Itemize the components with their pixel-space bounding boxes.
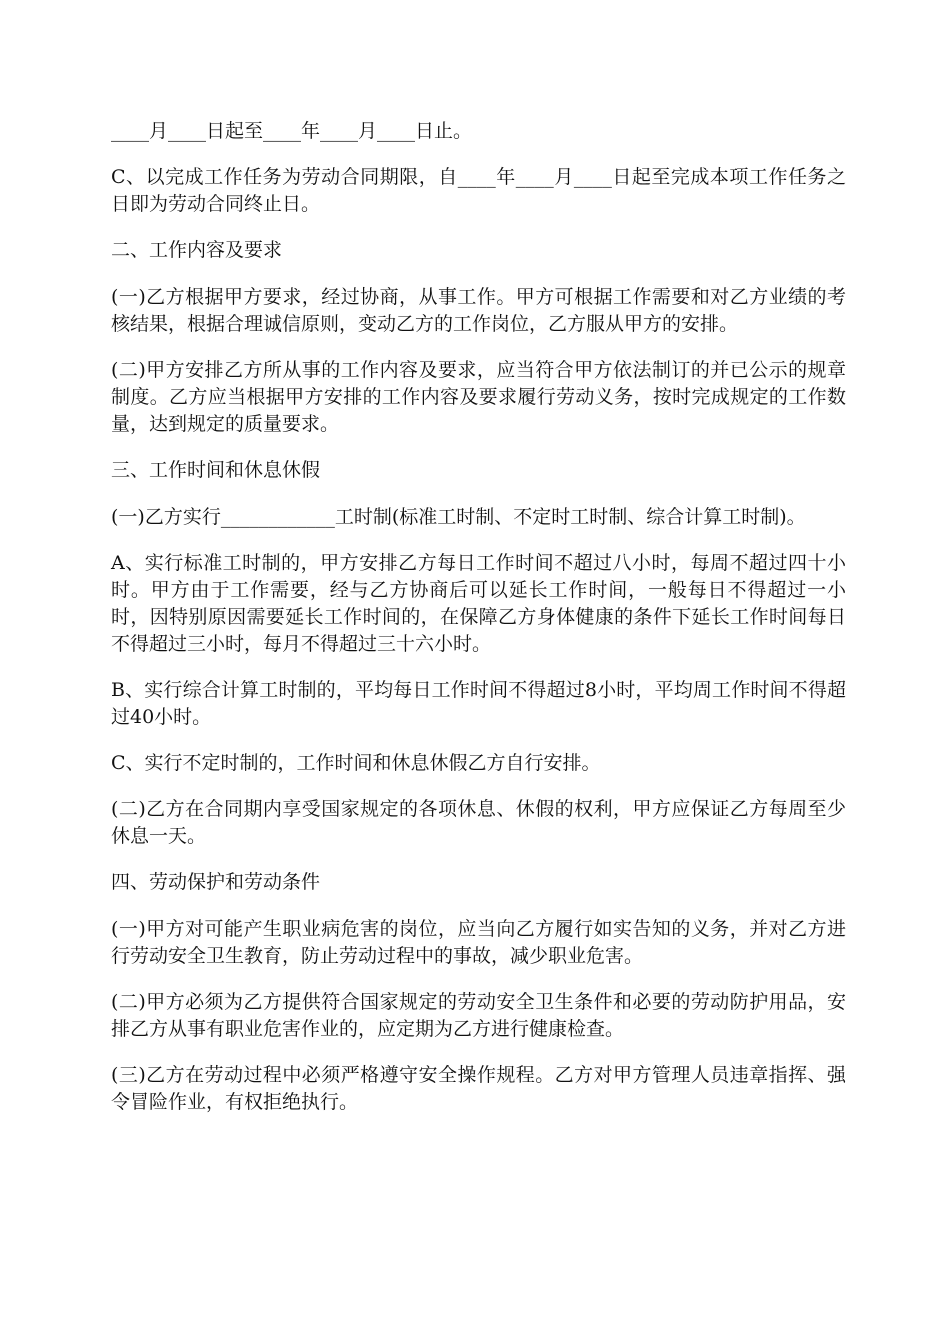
work-content-clause-2: (二)甲方安排乙方所从事的工作内容及要求，应当符合甲方依法制订的并已公示的规章制度。乙方应当根据甲方安排的工作内容及要求履行劳动义务，按时完成规定的工作数量，达到规定的质量要求。 [111,359,846,435]
work-hours-clause-b: B、实行综合计算工时制的，平均每日工作时间不得超过8小时，平均周工作时间不得超过40小时。 [111,679,846,728]
section-heading-work-hours: 三、工作时间和休息休假 [111,459,321,481]
section-heading-labor-protection: 四、劳动保护和劳动条件 [111,871,321,893]
contract-term-end-date: ____月____日起至____年____月____日止。 [111,120,473,142]
labor-protection-clause-3: (三)乙方在劳动过程中必须严格遵守安全操作规程。乙方对甲方管理人员违章指挥、强令冒险作业，有权拒绝执行。 [111,1064,846,1113]
document-page [111,118,846,1135]
labor-protection-clause-2: (二)甲方必须为乙方提供符合国家规定的劳动安全卫生条件和必要的劳动防护用品，安排乙方从事有职业危害作业的，应定期为乙方进行健康检查。 [111,991,846,1040]
section-heading-work-content: 二、工作内容及要求 [111,239,283,261]
work-hours-clause-1: (一)乙方实行____________工时制(标准工时制、不定时工时制、综合计算工时制)。 [111,506,806,528]
work-hours-clause-c: C、实行不定时制的，工作时间和休息休假乙方自行安排。 [111,752,601,774]
labor-protection-clause-1: (一)甲方对可能产生职业病危害的岗位，应当向乙方履行如实告知的义务，并对乙方进行劳动安全卫生教育，防止劳动过程中的事故，减少职业危害。 [111,918,846,967]
work-hours-clause-2: (二)乙方在合同期内享受国家规定的各项休息、休假的权利，甲方应保证乙方每周至少休息一天。 [111,798,846,847]
work-content-clause-1: (一)乙方根据甲方要求，经过协商，从事工作。甲方可根据工作需要和对乙方业绩的考核结果，根据合理诚信原则，变动乙方的工作岗位，乙方服从甲方的安排。 [111,286,846,335]
work-hours-clause-a: A、实行标准工时制的，甲方安排乙方每日工作时间不超过八小时，每周不超过四十小时。甲方由于工作需要，经与乙方协商后可以延长工作时间，一般每日不得超过一小时，因特别原因需要延长工作时间的，在保障乙方身体健康的条件下延长工作时间每日不得超过三小时，每月不得超过三十六小时。 [111,552,846,655]
contract-term-task-based: C、以完成工作任务为劳动合同期限，自____年____月____日起至完成本项工作任务之日即为劳动合同终止日。 [111,166,846,215]
